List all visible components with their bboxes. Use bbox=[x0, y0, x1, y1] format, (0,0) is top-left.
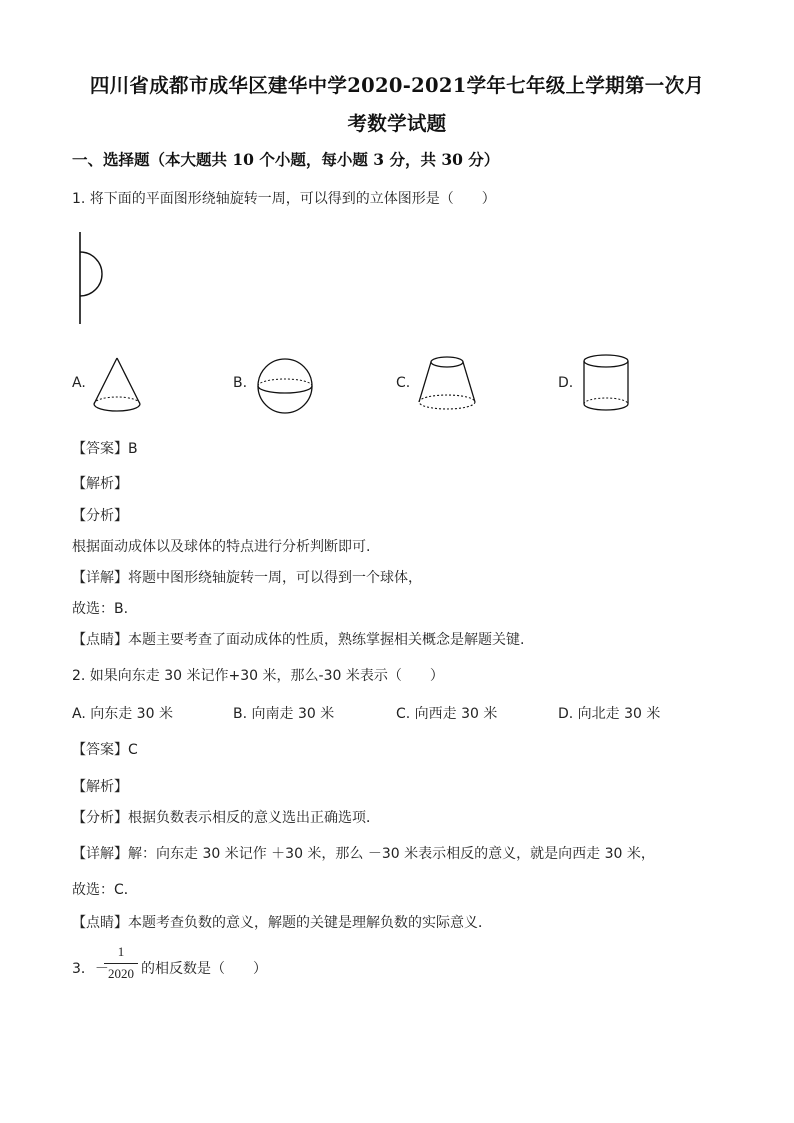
rotation-figure bbox=[72, 230, 112, 330]
q2-analysis-tag: 【解析】 bbox=[72, 779, 128, 795]
q1-xiangjie: 【详解】将题中图形绕轴旋转一周，可以得到一个球体， bbox=[72, 570, 422, 586]
q2-fenxi: 【分析】根据负数表示相反的意义选出正确选项． bbox=[72, 810, 380, 826]
q1-option-c-label: C. bbox=[396, 375, 411, 391]
q2-dianjing: 【点睛】本题考查负数的意义，解题的关键是理解负数的实际意义． bbox=[72, 915, 492, 931]
q3-fraction-denominator: 2020 bbox=[108, 966, 134, 981]
q1-dianjing: 【点睛】本题主要考查了面动成体的性质，熟练掌握相关概念是解题关键. bbox=[72, 632, 525, 648]
cylinder-icon bbox=[580, 352, 632, 414]
q3-fraction-bar bbox=[104, 963, 138, 964]
q2-option-b: B. 向南走 30 米 bbox=[233, 706, 335, 722]
q2-option-c: C. 向西走 30 米 bbox=[396, 706, 498, 722]
q1-fenxi-tag: 【分析】 bbox=[72, 508, 128, 524]
page-title-line2: 考数学试题 bbox=[347, 112, 447, 135]
q1-option-d-label: D. bbox=[558, 375, 574, 391]
section-heading: 一、选择题（本大题共 10 个小题，每小题 3 分，共 30 分） bbox=[72, 150, 500, 169]
q2-answer: 【答案】C bbox=[72, 742, 138, 758]
q1-choice: 故选：B. bbox=[72, 601, 129, 617]
q1-analysis-tag: 【解析】 bbox=[72, 476, 128, 492]
q3-fraction-numerator: 1 bbox=[117, 944, 125, 959]
q1-stem: 1. 将下面的平面图形绕轴旋转一周，可以得到的立体图形是（ ） bbox=[72, 191, 496, 207]
q1-fenxi-text: 根据面动成体以及球体的特点进行分析判断即可. bbox=[72, 539, 371, 555]
q1-answer: 【答案】B bbox=[72, 441, 138, 457]
q2-xiangjie: 【详解】解：向东走 30 米记作 ＋30 米，那么 －30 米表示相反的意义，就是向西走 30 米， bbox=[72, 846, 655, 862]
q2-option-a: A. 向东走 30 米 bbox=[72, 706, 173, 722]
q2-option-d: D. 向北走 30 米 bbox=[558, 706, 661, 722]
q1-option-a-label: A. bbox=[72, 375, 86, 391]
q2-choice: 故选：C． bbox=[72, 882, 138, 898]
q3-stem-prefix: 3．－ bbox=[72, 961, 109, 977]
sphere-icon bbox=[255, 356, 315, 416]
cone-icon bbox=[92, 356, 142, 416]
q3-stem-suffix: 的相反数是（ ） bbox=[141, 961, 267, 977]
q2-stem: 2. 如果向东走 30 米记作+30 米，那么-30 米表示（ ） bbox=[72, 668, 444, 684]
page-title-line1: 四川省成都市成华区建华中学2020-2021学年七年级上学期第一次月 bbox=[89, 74, 705, 97]
frustum-icon bbox=[416, 354, 478, 414]
q1-option-b-label: B. bbox=[233, 375, 248, 391]
